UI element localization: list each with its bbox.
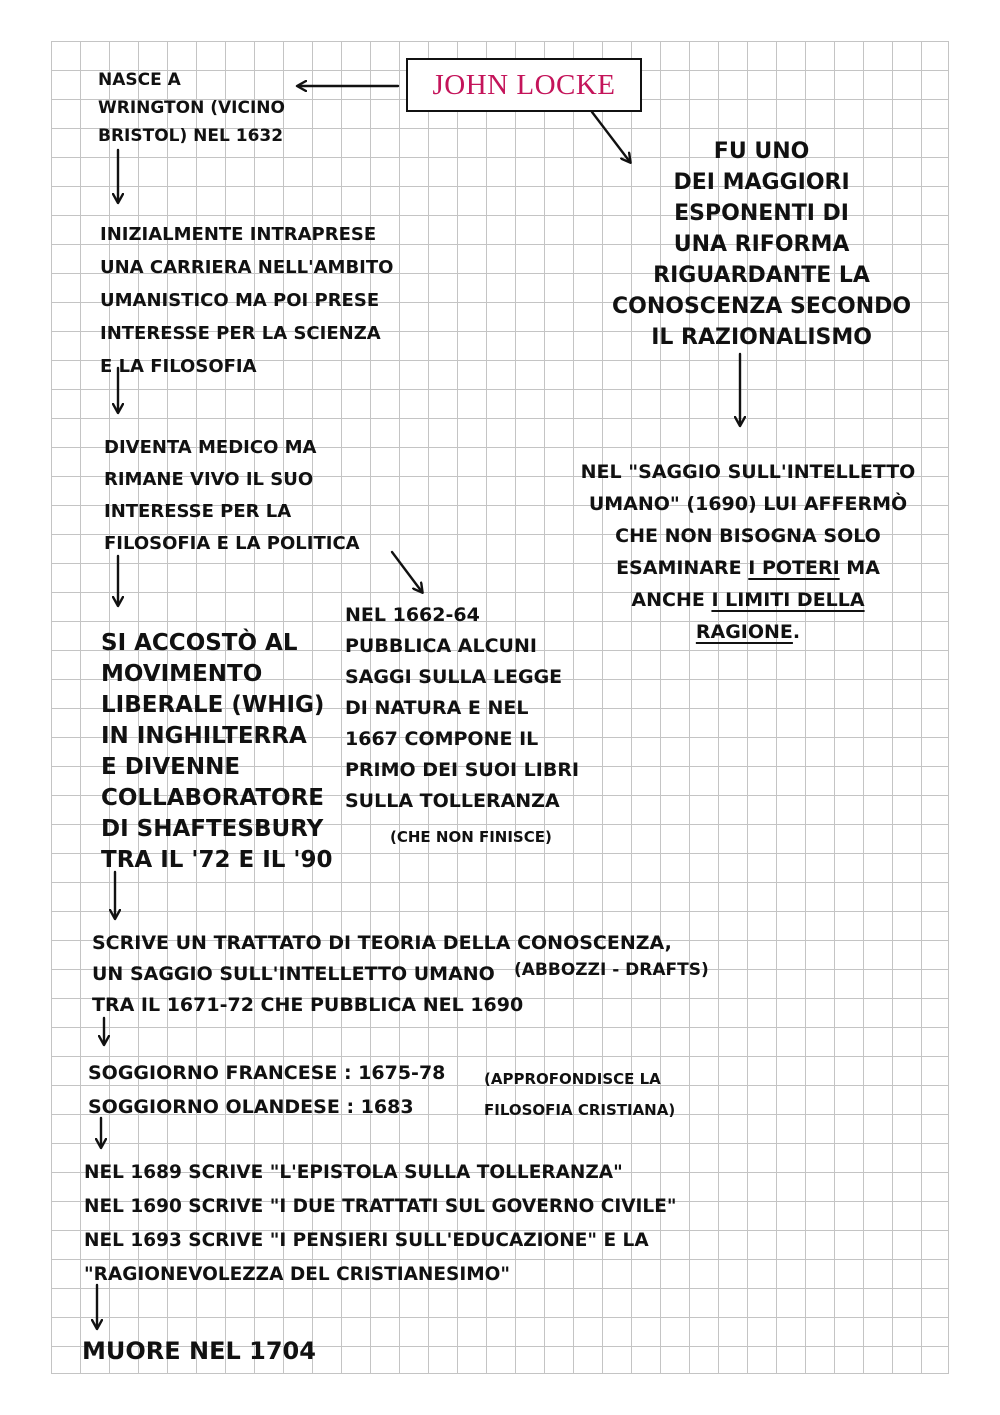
saggio-line: UMANO" (1690) LUI AFFERMÒ: [588, 493, 908, 515]
arrow-doctor-to-essays: [392, 552, 422, 592]
note-soggiorni-parenthetical: (APPROFONDISCE LA FILOSOFIA CRISTIANA): [484, 1070, 676, 1119]
saggio-line: [578, 552, 918, 584]
saggio-underlined: I LIMITI DELLA: [711, 589, 865, 611]
title: JOHN LOCKE: [432, 68, 616, 101]
note-trattato: SCRIVE UN TRATTATO DI TEORIA DELLA CONOSCENZA, UN SAGGIO SULL'INTELLETTO UMANO TRA IL 1671-72 CHE PUBBLICA NEL 1690: [92, 932, 672, 1016]
note-saggio: [578, 456, 918, 648]
note-doctor: DIVENTA MEDICO MA RIMANE VIVO IL SUO INTERESSE PER LA FILOSOFIA E LA POLITICA: [104, 437, 360, 554]
saggio-text: ANCHE: [631, 589, 712, 611]
saggio-line: CHE NON BISOGNA SOLO: [615, 525, 881, 547]
saggio-text: MA: [839, 557, 880, 579]
note-liberal: SI ACCOSTÒ AL MOVIMENTO LIBERALE (WHIG) IN INGHILTERRA E DIVENNE COLLABORATORE DI SHAFTESBURY TRA IL '72 E IL '90: [101, 630, 333, 873]
note-birth: NASCE A WRINGTON (VICINO BRISTOL) NEL 1632: [98, 70, 285, 146]
saggio-line: [578, 584, 918, 616]
saggio-text: .: [792, 621, 801, 643]
saggio-underlined: RAGIONE: [695, 621, 793, 643]
saggio-text: ESAMINARE: [616, 557, 749, 579]
saggio-line: [578, 616, 918, 648]
note-soggiorni: SOGGIORNO FRANCESE : 1675-78 SOGGIORNO OLANDESE : 1683: [88, 1062, 446, 1118]
saggio-line: NEL "SAGGIO SULL'INTELLETTO: [580, 461, 916, 483]
saggio-underlined: I POTERI: [748, 557, 840, 579]
note-career: INIZIALMENTE INTRAPRESE UNA CARRIERA NELL'AMBITO UMANISTICO MA POI PRESE INTERESSE PER LA SCIENZA E LA FILOSOFIA: [100, 224, 394, 377]
note-death: MUORE NEL 1704: [82, 1337, 316, 1365]
title-box: [406, 58, 642, 112]
note-trattato-parenthetical: (ABBOZZI - DRAFTS): [514, 960, 709, 980]
note-reform: FU UNO DEI MAGGIORI ESPONENTI DI UNA RIFORMA RIGUARDANTE LA CONOSCENZA SECONDO IL RAZIONALISMO: [612, 139, 912, 350]
note-essays: NEL 1662-64 PUBBLICA ALCUNI SAGGI SULLA LEGGE DI NATURA E NEL 1667 COMPONE IL PRIMO DEI SUOI LIBRI SULLA TOLLERANZA: [345, 604, 580, 812]
note-essays-parenthetical: (CHE NON FINISCE): [390, 828, 552, 846]
note-works: NEL 1689 SCRIVE "L'EPISTOLA SULLA TOLLERANZA" NEL 1690 SCRIVE "I DUE TRATTATI SUL GOVERNO CIVILE" NEL 1693 SCRIVE "I PENSIERI SULL'EDUCAZIONE" E LA "RAGIONEVOLEZZA DEL CRISTIANESIMO": [84, 1162, 677, 1285]
